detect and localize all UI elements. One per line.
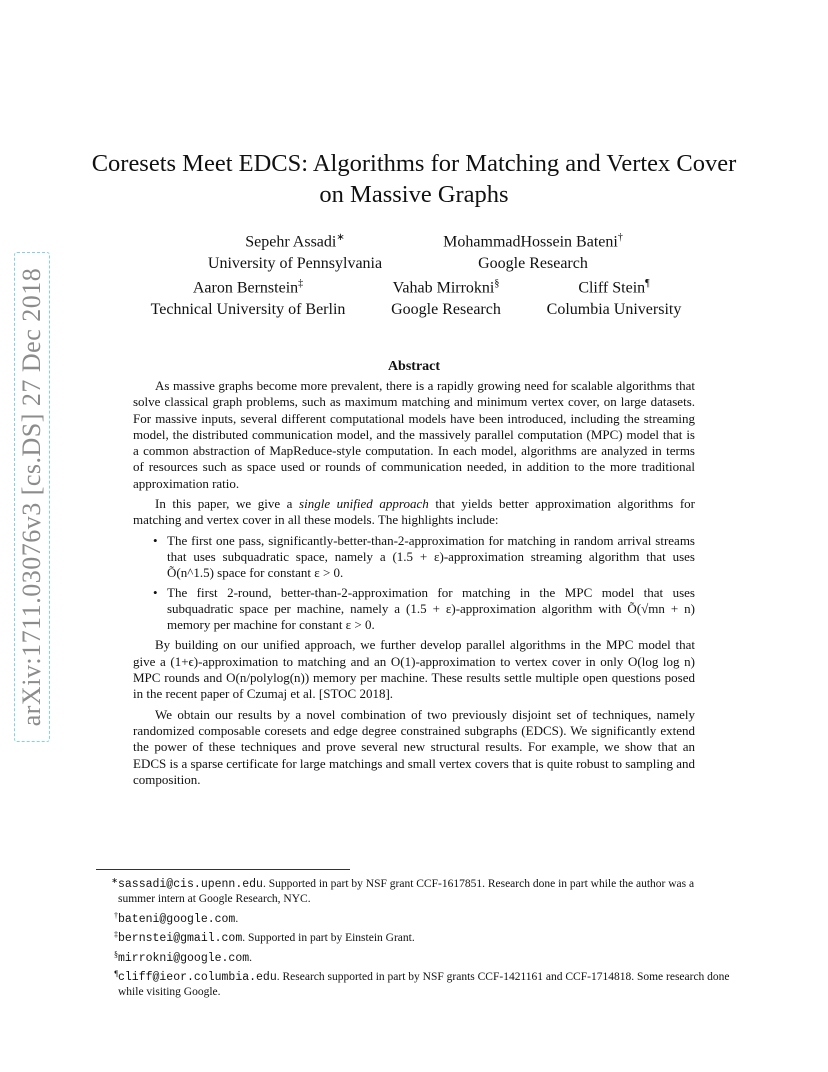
author-name: MohammadHossein Bateni† <box>443 232 623 251</box>
author-name: Sepehr Assadi∗ <box>245 232 345 251</box>
arxiv-stamp <box>14 252 50 742</box>
abstract-heading: Abstract <box>387 359 441 374</box>
paper-title <box>60 148 768 210</box>
arxiv-identifier: arXiv:1711.03076v3 [cs.DS] 27 Dec 2018 <box>17 267 46 727</box>
author-block <box>428 227 638 275</box>
author-name: Cliff Stein¶ <box>578 278 650 297</box>
author-name: Vahab Mirrokni§ <box>392 278 500 297</box>
author-block <box>534 273 694 321</box>
author-affiliation: Columbia University <box>546 301 682 319</box>
footnote-email[interactable]: sassadi@cis.upenn.edu <box>118 878 263 891</box>
abstract-paragraph: As massive graphs become more prevalent, there is a rapidly growing need for scalable algorithms that solve classical graph problems, such as maximum matching and minimum vertex cover, on large datasets. For massive inputs, several different computational models have been introduced, including the streaming model, the distributed communication model, and the massively parallel computation (MPC) model that is a common abstraction of MapReduce-style computation. In each model, algorithms are analyzed in terms of resources such as space used or rounds of communication needed, in addition to the more traditional approximation ratio. <box>133 378 695 491</box>
author-block <box>138 273 358 321</box>
footnote-email[interactable]: bernstei@gmail.com <box>118 932 243 946</box>
footnote: ¶cliff@ieor.columbia.edu. Research supported in part by NSF grants CCF-1421161 and CCF-1714818. Some research done while visiting Google. <box>114 969 730 999</box>
footnote-rule <box>96 869 350 870</box>
footnote: ‡bernstei@gmail.com. Supported in part by Einstein Grant. <box>114 930 415 946</box>
abstract-paragraph: We obtain our results by a novel combination of two previously disjoint set of techniques, namely randomized composable coresets and edge degree constrained subgraphs (EDCS). We significantly extend the power of these techniques and prove several new structural results. For example, we show that an EDCS is a sparse certificate for large matchings and small vertex covers that is quite robust to sampling and composition. <box>133 706 695 787</box>
title-line-2: on Massive Graphs <box>319 181 509 208</box>
abstract-body <box>133 378 695 792</box>
highlights-list <box>133 533 695 634</box>
footnote: ∗sassadi@cis.upenn.edu. Supported in part by NSF grant CCF-1617851. Research done in part while the author was a summer intern at Google Research, NYC. <box>111 876 695 906</box>
author-block <box>378 273 514 321</box>
list-item: • The first one pass, significantly-better-than-2-approximation for matching in random arrival streams that uses subquadratic space, namely a (1.5 + ε)-approximation streaming algorithm that uses Õ(n^1.5) space for constant ε > 0. <box>167 533 695 582</box>
author-name: Aaron Bernstein‡ <box>192 278 304 297</box>
footnote-email[interactable]: bateni@google.com <box>118 912 236 926</box>
footnote: §mirrokni@google.com. <box>114 949 252 965</box>
footnotes <box>96 873 732 1001</box>
author-affiliation: Google Research <box>391 301 501 319</box>
author-affiliation: University of Pennsylvania <box>207 255 383 273</box>
emphasis: single unified approach <box>299 496 429 512</box>
author-affiliation: Technical University of Berlin <box>150 301 346 319</box>
footnote: †bateni@google.com. <box>114 910 239 926</box>
list-item: • The first 2-round, better-than-2-approximation for matching in the MPC model that uses subquadratic space per machine, namely a (1.5 + ε)-approximation algorithm with Õ(√mn + n) memory per machine for constant ε > 0. <box>167 585 695 634</box>
footnote-email[interactable]: mirrokni@google.com <box>118 951 250 965</box>
author-affiliation: Google Research <box>478 255 588 273</box>
abstract-paragraph: In this paper, we give a single unified approach that yields better approximation algorithms for matching and vertex cover in all these models. The highlights include: <box>133 496 695 528</box>
author-block <box>200 227 390 275</box>
footnote-email[interactable]: cliff@ieor.columbia.edu <box>118 971 277 985</box>
title-line-1: Coresets Meet EDCS: Algorithms for Matching and Vertex Cover <box>91 150 737 177</box>
abstract-paragraph: By building on our unified approach, we further develop parallel algorithms in the MPC model that give a (1+ϵ)-approximation to matching and an O(1)-approximation to vertex cover in only O(log log n) MPC rounds and O(n/polylog(n)) memory per machine. These results settle multiple open questions posed in the recent paper of Czumaj et al. [STOC 2018]. <box>133 637 695 702</box>
